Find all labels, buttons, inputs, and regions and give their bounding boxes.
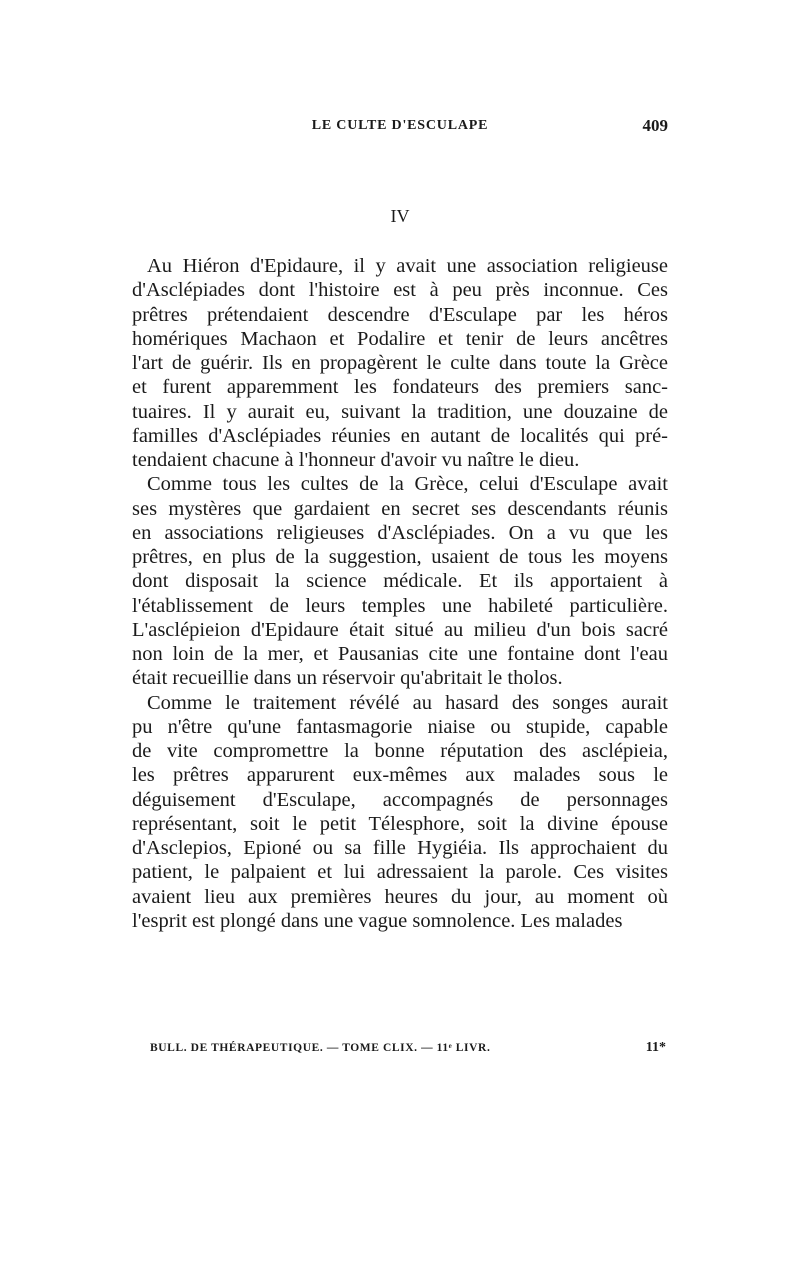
text-line: dont disposait la science médicale. Et ils apportaient à	[132, 570, 668, 593]
text-line: ses mystères que gardaient en secret ses descendants réunis	[132, 497, 668, 520]
paragraph	[132, 254, 668, 472]
paragraph	[132, 691, 668, 934]
text-line: L'asclépieion d'Epidaure était situé au milieu d'un bois sacré	[132, 618, 668, 641]
text-line: familles d'Asclépiades réunies en autant de localités qui pré-	[132, 424, 668, 447]
text-line: avaient lieu aux premières heures du jour, au moment où	[132, 885, 668, 908]
text-line: pu n'être qu'une fantasmagorie niaise ou stupide, capable	[132, 715, 668, 738]
text-line: l'établissement de leurs temples une habileté particulière.	[132, 594, 668, 617]
text-line: représentant, soit le petit Télesphore, soit la divine épouse	[132, 812, 668, 835]
paragraph	[132, 472, 668, 690]
text-line: Comme tous les cultes de la Grèce, celui d'Esculape avait	[147, 473, 668, 496]
footer-signature: BULL. DE THÉRAPEUTIQUE. — TOME CLIX. — 11ᵉ LIVR.	[150, 1042, 491, 1054]
text-line: Au Hiéron d'Epidaure, il y avait une association religieuse	[147, 255, 668, 277]
text-line: de vite compromettre la bonne réputation des asclépieia,	[132, 740, 668, 762]
running-head	[132, 118, 668, 142]
footer-sheet-mark: 11*	[645, 1040, 666, 1055]
text-line: déguisement d'Esculape, accompagnés de personnages	[132, 788, 668, 811]
text-line: d'Asclepios, Epioné ou sa fille Hygiéia. Ils approchaient du	[132, 837, 668, 859]
page-footer	[150, 1042, 666, 1064]
text-line: tuaires. Il y aurait eu, suivant la tradition, une douzaine de	[132, 400, 668, 423]
running-title: LE CULTE D'ESCULAPE	[311, 118, 489, 133]
text-line: l'esprit est plongé dans une vague somnolence. Les malades	[132, 909, 623, 932]
text-line: Comme le traitement révélé au hasard des songes aurait	[147, 691, 668, 714]
text-line: non loin de la mer, et Pausanias cite une fontaine dont l'eau	[132, 643, 668, 665]
text-line: était recueillie dans un réservoir qu'abritait le tholos.	[132, 667, 563, 690]
body-text	[132, 254, 668, 933]
page-number: 409	[642, 116, 668, 135]
text-line: et furent apparemment les fondateurs des premiers sanc-	[132, 376, 668, 399]
text-line: l'art de guérir. Ils en propagèrent le culte dans toute la Grèce	[132, 352, 668, 374]
text-line: en associations religieuses d'Asclépiades. On a vu que les	[132, 521, 668, 544]
text-line: patient, le palpaient et lui adressaient la parole. Ces visites	[132, 861, 668, 884]
text-line: prêtres, en plus de la suggestion, usaient de tous les moyens	[132, 546, 668, 568]
text-line: homériques Machaon et Podalire et tenir de leurs ancêtres	[132, 327, 668, 350]
text-line: d'Asclépiades dont l'histoire est à peu près inconnue. Ces	[132, 279, 668, 302]
text-line: les prêtres apparurent eux-mêmes aux malades sous le	[132, 764, 668, 787]
section-number: IV	[390, 206, 410, 226]
text-line: prêtres prétendaient descendre d'Esculape par les héros	[132, 303, 668, 326]
text-line: tendaient chacune à l'honneur d'avoir vu naître le dieu.	[132, 449, 580, 471]
